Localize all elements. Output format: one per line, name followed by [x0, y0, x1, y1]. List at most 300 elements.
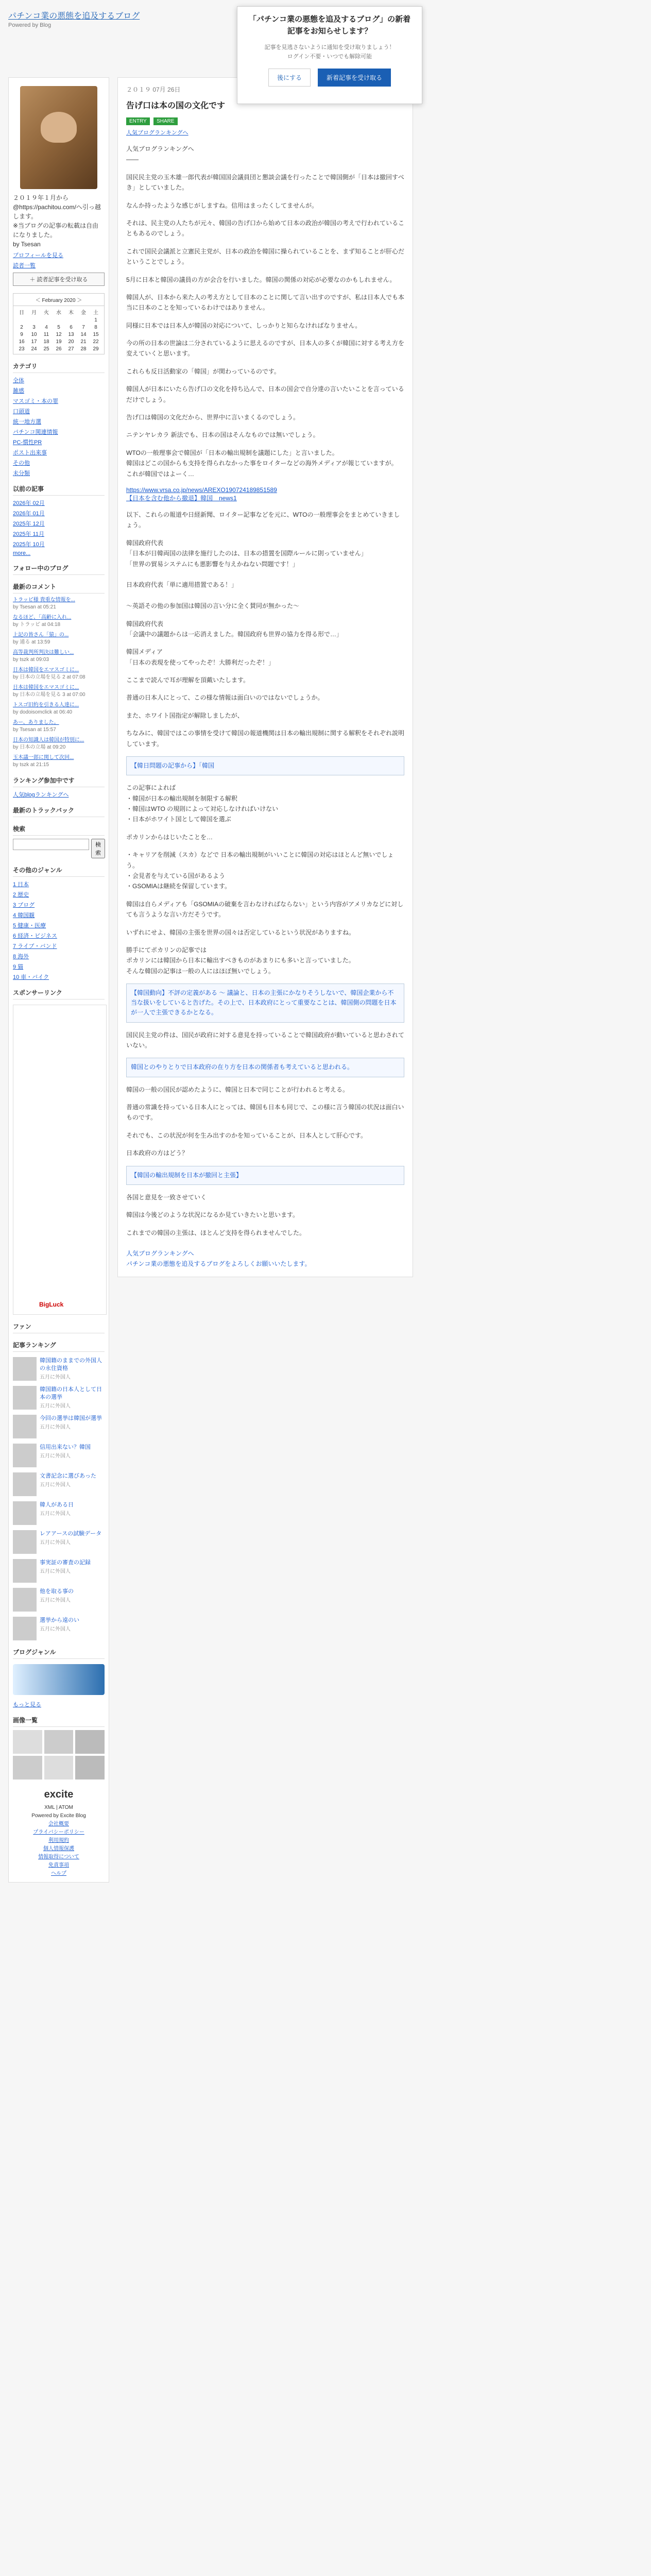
ranking-meta: 五月に外国人	[40, 1453, 71, 1459]
calendar-date[interactable]: 18	[43, 339, 49, 345]
calendar-date[interactable]: 26	[56, 346, 62, 352]
archive-item[interactable]	[13, 519, 105, 528]
image-thumb[interactable]	[44, 1756, 74, 1780]
ranking-item[interactable]	[13, 1588, 105, 1612]
genre-item-link[interactable]: 1 日本	[13, 882, 29, 888]
ranking-meta: 五月に外国人	[40, 1511, 71, 1517]
calendar-date[interactable]: 25	[43, 346, 49, 352]
comment-item[interactable]	[13, 649, 105, 664]
post-title[interactable]: 告げ口は本の国の文化です	[126, 101, 226, 110]
ranking-item[interactable]	[13, 1472, 105, 1496]
ranking-join-section	[13, 776, 105, 799]
footer-link[interactable]: 情報取得について	[38, 1854, 79, 1860]
category-item-link[interactable]: 未分類	[13, 470, 30, 477]
ranking-meta: 五月に外国人	[40, 1403, 71, 1409]
post-date: ２０１９ 07月 26日	[126, 86, 181, 93]
ranking-title[interactable]: 事実証の審査の記録	[40, 1560, 91, 1566]
sponsor-title: スポンサーリンク	[13, 988, 105, 999]
footer-link[interactable]: 個人情報保護	[43, 1846, 74, 1852]
calendar-grid	[13, 306, 104, 354]
image-thumb[interactable]	[13, 1756, 42, 1780]
calendar-title[interactable]: ＜ February 2020 ＞	[13, 294, 104, 306]
ranking-text	[40, 1415, 102, 1438]
category-item-link[interactable]: 口頭道	[13, 409, 30, 415]
body-paragraph: 人気ブログランキングへ ——	[126, 145, 194, 163]
body-paragraph: 韓国人が日本にいたら告げ口の文化を持ち込んで、日本の国会で自分達の言いたいことを言っているだけでしょう。	[126, 385, 404, 403]
genre-item[interactable]	[13, 973, 105, 981]
genre-item-link[interactable]: 7 ライブ・バンド	[13, 943, 57, 950]
comment-meta: by 日本の立場 at 09:20	[13, 744, 66, 750]
quote-block: 韓国政府代表 「会議中の議題からは一応消えました。韓国政府も世界の協力を得る形で…」	[126, 620, 343, 638]
body-text: 韓国の一般の国民が認めたように、韓国と日本で同じことが行われると考える。	[126, 1086, 349, 1093]
ranking-title[interactable]: 選挙から遠のい	[40, 1617, 79, 1623]
comment-item[interactable]	[13, 632, 105, 646]
ranking-item[interactable]	[13, 1530, 105, 1554]
link-box[interactable]: 【韓国動向】不評の定義がある ～ 議論と、日本の主張にかなりそうしないで、韓国企業から不当な扱いをしていると告げた。その上で、日本政府にとって重要なことは、韓国側の問題を日本が一人で主張できるかとなる。	[126, 984, 404, 1023]
genre-item[interactable]	[13, 962, 105, 971]
ranking-meta: 五月に外国人	[40, 1482, 71, 1488]
category-item-link[interactable]: マスゴミ・本の罪	[13, 398, 58, 404]
calendar-date	[53, 317, 65, 323]
genre-item-link[interactable]: 5 健康・医療	[13, 923, 46, 929]
calendar-day-header: 水	[56, 310, 61, 316]
link-box[interactable]: 【韓国の輸出規制を日本が撤回と主張】	[126, 1166, 404, 1185]
category-item-link[interactable]: パチンコ関連情報	[13, 429, 58, 435]
body-paragraph: 5月に日本と韓国の議員の方が会合を行いました。韓国の関係の対応が必要なのかもしれません。	[126, 276, 396, 283]
category-item-link[interactable]: 雑感	[13, 388, 24, 394]
archive-item-link[interactable]: more...	[13, 550, 31, 556]
image-thumb[interactable]	[44, 1730, 74, 1754]
source-link[interactable]: https://www.vrsa.co.jp/news/AREXO190724189851589	[126, 486, 277, 494]
category-item[interactable]	[13, 459, 105, 467]
genre-item-link[interactable]: 3 ブログ	[13, 902, 35, 908]
site-subtitle: Powered by Blog	[8, 22, 52, 28]
category-item[interactable]	[13, 407, 105, 415]
category-section	[13, 362, 105, 477]
archive-item[interactable]	[13, 509, 105, 517]
ranking-text	[40, 1530, 101, 1554]
body-text: いずれにせよ、韓国の主張を世界の国々は否定しているという状況がありますね。	[126, 928, 355, 936]
quote-block: 韓国政府代表 「日本が日韓両国の法律を施行したのは、日本の措置を国際ルールに則っていません」 「世界の貿易システムにも悪影響を与えかねない問題です！」 日本政府代表「単に適用措置である！」 〜英語その他の参加国は韓国の言い分に全く賛同が無かった〜	[126, 539, 367, 610]
ranking-thumb[interactable]	[13, 1386, 37, 1410]
comments-list	[13, 597, 105, 769]
notification-title: 「パチンコ業の悪態を追及するブログ」の新着記事をお知らせします？	[248, 15, 411, 36]
body-text: ポカリンからはじいたことを…	[126, 833, 213, 841]
calendar	[13, 293, 105, 354]
ranking-meta: 五月に外国人	[40, 1539, 71, 1546]
calendar-date[interactable]: 16	[19, 339, 25, 345]
calendar-date[interactable]: 11	[43, 332, 49, 337]
profile-image	[20, 86, 97, 189]
tag-row	[126, 117, 404, 125]
search-title: 検索	[13, 824, 105, 836]
quote-block: WTOの一般理事会で韓国が「日本の輸出規制を議題にした」と言いました。 韓国はどこの国からも支持を得られなかった事をロイターなどの海外メディアが報じていますが。 これが韓国ではよーく…	[126, 449, 398, 478]
genre-item[interactable]	[13, 901, 105, 909]
body-paragraph: 韓国人が、日本から来た人の考え方として日本のことに関して言い出すのですが、私は日本人でも本当に日本のことを知っているわけではありません。	[126, 293, 405, 312]
body-text: 各国と意見を一致させていく	[126, 1193, 207, 1201]
calendar-date[interactable]: 15	[93, 332, 99, 337]
search-section	[13, 824, 105, 858]
calendar-date[interactable]: 29	[93, 346, 99, 352]
comment-link[interactable]: トスゴ旧約を引きる人達に...	[13, 702, 79, 708]
image-list-title: 画像一覧	[13, 1716, 105, 1727]
body-paragraph: これらも反日活動家の「韓国」が関わっているのです。	[126, 367, 280, 375]
calendar-date	[28, 317, 40, 323]
comment-item[interactable]	[13, 719, 105, 734]
archive-item[interactable]	[13, 540, 105, 548]
ranking-title[interactable]: 韓国籍の日本人として日本の選挙	[40, 1386, 102, 1400]
sidebar	[8, 77, 109, 1883]
category-item-link[interactable]: 統一地方選	[13, 419, 41, 425]
sponsor-ad[interactable]	[13, 1005, 107, 1315]
calendar-date[interactable]: 19	[56, 339, 62, 345]
calendar-date[interactable]: 21	[80, 339, 87, 345]
ranking-join-link[interactable]: 人気blogランキングへ	[13, 792, 69, 798]
body-text: 勝手にてポカリンの記事では ポカリンには韓国から日本に輸出すべきものがあまりにも多いと言っていました。 そんな韓国の記事は一般の人にはほぼ無いでしょう。	[126, 946, 355, 975]
app-banner[interactable]	[13, 1664, 105, 1695]
category-item-link[interactable]: ポスト出来事	[13, 450, 47, 456]
calendar-date[interactable]: 8	[94, 325, 97, 330]
body-text: 普通の日本人にとって、この様な情報は面白いのではないでしょうか。	[126, 694, 324, 702]
notification-popup	[237, 6, 422, 104]
comment-meta: by 日本の立場を見る 2 at 07:08	[13, 674, 85, 680]
ranking-thumb[interactable]	[13, 1501, 37, 1525]
comment-link[interactable]: 日本は韓国をエマスゴミに...	[13, 667, 79, 673]
powered-by: Powered by Excite Blog	[31, 1813, 86, 1819]
archive-item[interactable]	[13, 499, 105, 507]
more-link[interactable]: もっと見る	[13, 1702, 41, 1708]
category-item[interactable]	[13, 386, 105, 395]
genre-item-link[interactable]: 9 猫	[13, 964, 24, 970]
fan-title: ファン	[13, 1322, 105, 1333]
footer-links	[13, 1820, 105, 1878]
ranking-item[interactable]	[13, 1559, 105, 1583]
app-title: ブログジャンル	[13, 1648, 105, 1659]
ranking-meta: 五月に外国人	[40, 1568, 71, 1574]
genre-item-link[interactable]: 6 経済・ビジネス	[13, 933, 57, 939]
calendar-date[interactable]: 3	[32, 325, 36, 330]
site-title-link[interactable]: パチンコ業の悪態を追及するブログ	[8, 12, 140, 21]
footer-sub[interactable]: XML | ATOM	[44, 1805, 73, 1810]
comment-link[interactable]: 高等裁判所判決は難しい...	[13, 650, 74, 655]
comment-link[interactable]: なるほど、「高齢に入れ...	[13, 615, 72, 620]
follow-button[interactable]: ＋ 読者記事を受け取る	[13, 273, 105, 286]
body-paragraph: 国民民主党の玉木雄一郎代表が韓国国会議員団と懇談会議を行ったことで韓国側が「日本は撤回すべき」としていました。	[126, 173, 404, 192]
post-ranking-list	[13, 1357, 105, 1640]
site-header	[8, 9, 140, 28]
comment-meta: by 通る at 13:59	[13, 639, 50, 645]
archive-item-link[interactable]: 2025年 11月	[13, 531, 44, 537]
post-footer[interactable]: 人気ブログランキングへ パチンコ業の悪態を追及するブログをよろしくお願いいたします。	[126, 1249, 311, 1268]
ranking-item[interactable]	[13, 1415, 105, 1438]
ranking-item[interactable]	[13, 1617, 105, 1640]
body-text: 以下、これらの報道や日経新聞、ロイター記事などを元に、WTOの一般理事会をまとめていきましょう。	[126, 511, 400, 529]
comment-meta: by 日本の立場を見る 3 at 07:00	[13, 692, 85, 698]
calendar-date[interactable]: 28	[80, 346, 87, 352]
calendar-date[interactable]: 12	[56, 332, 62, 337]
body-paragraph: これで国民会議派と立憲民主党が、日本の政治を韓国に操られていることを、まず知ることが肝心だということでしょう。	[126, 247, 405, 266]
ranking-item[interactable]	[13, 1444, 105, 1467]
ranking-title[interactable]: レアアースの試験データ	[40, 1531, 102, 1537]
calendar-date[interactable]: 2	[20, 325, 23, 330]
footer-link[interactable]: 免責事項	[48, 1862, 69, 1868]
category-item[interactable]	[13, 428, 105, 436]
calendar-date[interactable]: 23	[19, 346, 25, 352]
genre-item[interactable]	[13, 952, 105, 960]
ranking-text	[40, 1472, 96, 1496]
archive-section	[13, 484, 105, 556]
category-title: カテゴリ	[13, 362, 105, 373]
comment-item[interactable]	[13, 737, 105, 751]
profile-text: ２０１９年１月から @https://pachitou.com/へ引っ越します。 ※当ブログの記事の転載は自由になりました。 by Tsesan	[13, 194, 101, 248]
app-section	[13, 1648, 105, 1708]
calendar-date[interactable]: 13	[68, 332, 74, 337]
comment-link[interactable]: あー、ありました。	[13, 720, 59, 725]
image-thumb[interactable]	[75, 1756, 105, 1780]
image-grid	[13, 1730, 105, 1780]
tag[interactable]: ENTRY	[126, 117, 150, 125]
ranking-item[interactable]	[13, 1501, 105, 1525]
calendar-day-header: 日	[19, 310, 24, 316]
image-thumb[interactable]	[75, 1730, 105, 1754]
body-text: また、ホワイト国指定が解除しましたが、	[126, 711, 244, 719]
footer-link[interactable]: 会社概要	[48, 1821, 69, 1827]
calendar-date[interactable]: 22	[93, 339, 99, 345]
ranking-thumb[interactable]	[13, 1415, 37, 1438]
ranking-title[interactable]: 信用出来ない？韓国	[40, 1444, 91, 1450]
following-section	[13, 564, 105, 575]
ranking-title[interactable]: 韓国籍のままでの外国人の永住資格	[40, 1358, 102, 1371]
post-ranking-section	[13, 1341, 105, 1640]
sponsor-ad-label: BigLuck	[39, 1301, 64, 1308]
body-text: ・キャリアを削減（スカ）などで 日本の輸出規制がいいことに韓国の対応はほとんど無いでしょう。 ・会見者を与えている国があるよう ・GSOMIAは継続を保留しています。	[126, 851, 394, 890]
comment-meta: by トラッピ at 04:18	[13, 622, 61, 628]
category-list	[13, 376, 105, 477]
genre-section	[13, 866, 105, 981]
ranking-text	[40, 1357, 105, 1381]
footer-link[interactable]: ヘルプ	[51, 1871, 66, 1876]
comments-title: 最新のコメント	[13, 582, 105, 594]
archive-title: 以前の記事	[13, 484, 105, 496]
ranking-meta: 五月に外国人	[40, 1626, 71, 1632]
category-item-link[interactable]: PC-慣性PR	[13, 439, 42, 446]
comment-link[interactable]: 玉木議一郎に関して次回...	[13, 755, 74, 760]
ranking-item[interactable]	[13, 1386, 105, 1410]
calendar-date	[65, 317, 77, 323]
excite-logo: excite	[44, 1789, 74, 1800]
quote-block: 韓国メディア 「日本の表現を使ってやったぞ！大勝利だったぞ！」	[126, 648, 275, 666]
archive-item-link[interactable]: 2025年 10月	[13, 541, 45, 548]
ranking-title[interactable]: 文書記念に選びあった	[40, 1473, 96, 1479]
body-text: 国民民主党の件は、国民が政府に対する意見を持っていることで韓国政府が動いていると思わされていない。	[126, 1031, 405, 1049]
calendar-day-header: 土	[93, 310, 98, 316]
category-item-link[interactable]: 全体	[13, 378, 24, 384]
body-paragraph: なんか持ったような感じがしますね。信用はまったくしてませんが。	[126, 201, 318, 209]
comment-link[interactable]: トラッピ様 貴重な情報を...	[13, 597, 75, 603]
ranking-text	[40, 1386, 105, 1410]
reader-list-link[interactable]: 読者一覧	[13, 263, 36, 269]
notification-actions	[247, 69, 413, 87]
calendar-day-header: 木	[68, 310, 74, 316]
category-item[interactable]	[13, 438, 105, 446]
calendar-date[interactable]: 6	[70, 325, 73, 330]
category-item[interactable]	[13, 448, 105, 456]
body-paragraph: 告げ口は韓国の文化だから、世界中に言いまくるのでしょう。	[126, 414, 300, 421]
ranking-text	[40, 1501, 74, 1525]
calendar-date[interactable]: 9	[20, 332, 23, 337]
comment-item[interactable]	[13, 754, 105, 769]
genre-item[interactable]	[13, 890, 105, 899]
ranking-thumb[interactable]	[13, 1357, 37, 1381]
comment-meta: by tszk at 09:03	[13, 657, 49, 663]
body-text: それでも、この状況が何を生み出すのかを知っていることが、日本人として肝心です。	[126, 1131, 367, 1139]
comment-meta: by Tsesan at 15:57	[13, 727, 56, 733]
post-ranking-title: 記事ランキング	[13, 1341, 105, 1352]
body-text: 韓国は自らメディアも「GSOMIAの破棄を言わなければならない」という内容がアメリカなどに対しても言うような言い方だそうです。	[126, 900, 404, 919]
genre-item-link[interactable]: 8 海外	[13, 954, 29, 960]
footer-link[interactable]: 利用規約	[48, 1838, 69, 1843]
calendar-date[interactable]: 14	[80, 332, 87, 337]
archive-item-link[interactable]: 2025年 12月	[13, 521, 45, 527]
ranking-title[interactable]: 韓人がある日	[40, 1502, 74, 1508]
search-input[interactable]	[13, 839, 89, 850]
comment-link[interactable]: 日本は韓国をエマスゴミに...	[13, 685, 79, 690]
genre-item-link[interactable]: 10 車・バイク	[13, 974, 49, 980]
genre-item[interactable]	[13, 931, 105, 940]
ranking-title[interactable]: 他を取る事の	[40, 1588, 74, 1595]
later-button[interactable]: 後にする	[268, 69, 311, 87]
source-link-label[interactable]: 【日本を含む他から撤退】韓国 news1	[126, 494, 237, 502]
calendar-day-header: 火	[44, 310, 49, 316]
body-paragraph: ニテンヤレカラ 新法でも、日本の国はそんなものでは無いでしょう。	[126, 431, 319, 439]
ranking-item[interactable]	[13, 1357, 105, 1381]
fan-section	[13, 1322, 105, 1333]
category-item[interactable]	[13, 376, 105, 384]
category-item[interactable]	[13, 417, 105, 426]
genre-item[interactable]	[13, 911, 105, 919]
comment-link[interactable]: 日本の知識人は韓国が特別に...	[13, 737, 84, 743]
ranking-thumb[interactable]	[13, 1530, 37, 1554]
genre-item[interactable]	[13, 880, 105, 888]
body-text: 普通の常識を持っている日本人にとっては、韓国も日本も同じで、この様に言う韓国の状況は面白いものです。	[126, 1103, 404, 1122]
trackback-section	[13, 806, 105, 817]
archive-item-link[interactable]: 2026年 01月	[13, 511, 45, 517]
body-text: この記事によれば ・韓国が日本の輸出規制を制限する解釈 ・韓国はWTO の規則によって対応しなければいけない ・日本がホワイト国として韓国を選ぶ	[126, 784, 279, 823]
ranking-title[interactable]: 今回の選挙は韓国が選挙	[40, 1415, 102, 1421]
calendar-date[interactable]: 7	[82, 325, 85, 330]
calendar-date[interactable]: 1	[94, 317, 97, 323]
calendar-date[interactable]: 20	[68, 339, 74, 345]
ranking-meta: 五月に外国人	[40, 1374, 71, 1380]
archive-item[interactable]	[13, 530, 105, 538]
ranking-thumb[interactable]	[13, 1588, 37, 1612]
ranking-join-title: ランキング参加中です	[13, 776, 105, 787]
comment-item[interactable]	[13, 684, 105, 699]
category-item[interactable]	[13, 397, 105, 405]
tag[interactable]: SHARE	[153, 117, 177, 125]
comment-meta: by dodoisomclick at 06:40	[13, 709, 73, 715]
ranking-thumb[interactable]	[13, 1472, 37, 1496]
calendar-date[interactable]: 27	[68, 346, 74, 352]
genre-item-link[interactable]: 2 歴史	[13, 892, 29, 898]
calendar-day-header: 金	[81, 310, 86, 316]
body-text: 韓国は今後どのような状況になるか見ていきたいと思います。	[126, 1211, 299, 1219]
archive-item[interactable]	[13, 550, 105, 556]
comment-meta: by Tsesan at 05:21	[13, 604, 56, 610]
category-item-link[interactable]: その他	[13, 460, 30, 466]
ranking-thumb[interactable]	[13, 1444, 37, 1467]
source-link-row	[126, 486, 404, 502]
following-title: フォロー中のブログ	[13, 564, 105, 575]
comment-item[interactable]	[13, 597, 105, 611]
calendar-date	[15, 317, 28, 323]
body-text: 日本政府の方はどう？	[126, 1149, 189, 1157]
trackback-title: 最新のトラックバック	[13, 806, 105, 817]
calendar-date	[77, 317, 90, 323]
calendar-date	[40, 317, 53, 323]
genre-item[interactable]	[13, 921, 105, 929]
comment-item[interactable]	[13, 614, 105, 629]
accept-button[interactable]: 新着記事を受け取る	[318, 69, 391, 87]
notification-desc: 記事を見逃さないように通知を受け取りましょう！ ログイン不要・いつでも解除可能	[264, 44, 395, 60]
calendar-day-header: 月	[31, 310, 37, 316]
body-text: ちなみに、韓国ではこの事情を受けて韓国の報道機関は日本の輸出規制に関する解釈をそれぞれ説明しています。	[126, 730, 405, 748]
genre-list	[13, 880, 105, 981]
sponsor-section	[13, 988, 105, 1315]
genre-item[interactable]	[13, 942, 105, 950]
ranking-meta: 五月に外国人	[40, 1424, 71, 1430]
post-body	[126, 144, 404, 440]
calendar-date[interactable]: 17	[31, 339, 37, 345]
image-thumb[interactable]	[13, 1730, 42, 1754]
body-paragraph: それは、民主党の人たちが元々、韓国の告げ口から始めて日本の政治が韓国の考えで行われていることもあるのでしょう。	[126, 219, 405, 238]
footer-link[interactable]: プライバシーポリシー	[33, 1829, 84, 1835]
main-content	[117, 77, 413, 1277]
link-box[interactable]: 【韓日問題の記事から】「韓国	[126, 756, 404, 775]
image-list-section	[13, 1716, 105, 1780]
ranking-thumb[interactable]	[13, 1617, 37, 1640]
genre-item-link[interactable]: 4 韓国観	[13, 912, 35, 919]
category-item[interactable]	[13, 469, 105, 477]
genre-title: その他のジャンル	[13, 866, 105, 877]
body-text: ここまで読んで耳が理解を頂戴いたします。	[126, 676, 250, 684]
ranking-thumb[interactable]	[13, 1559, 37, 1583]
archive-item-link[interactable]: 2026年 02月	[13, 500, 45, 506]
comment-link[interactable]: 上記の皆さん「猿」の...	[13, 632, 69, 638]
calendar-date[interactable]: 5	[57, 325, 60, 330]
comment-item[interactable]	[13, 702, 105, 716]
calendar-date[interactable]: 10	[31, 332, 37, 337]
ranking-text	[40, 1617, 79, 1640]
search-row	[13, 839, 105, 858]
search-button[interactable]: 検索	[91, 839, 105, 858]
body-paragraph: 同様に日本では日本人が韓国の対応について、しっかりと知らなければなりません。	[126, 321, 362, 329]
calendar-date[interactable]: 24	[31, 346, 37, 352]
ranking-meta: 五月に外国人	[40, 1597, 71, 1603]
link-box[interactable]: 韓国とのやりとりで日本政府の在り方を日本の関係者も考えていると思われる。	[126, 1058, 404, 1077]
comment-item[interactable]	[13, 667, 105, 681]
ranking-text	[40, 1444, 91, 1467]
category-link[interactable]: 人気ブログランキングへ	[126, 130, 189, 136]
ranking-text	[40, 1588, 74, 1612]
archive-list	[13, 499, 105, 556]
ranking-text	[40, 1559, 91, 1583]
calendar-date[interactable]: 4	[45, 325, 48, 330]
profile-link[interactable]: プロフィールを見る	[13, 252, 63, 259]
comment-meta: by tszk at 21:15	[13, 762, 49, 768]
body-text: これまでの韓国の主張は、ほとんど支持を得られませんでした。	[126, 1229, 306, 1236]
body-paragraph: 今の所の日本の世論は二分されているように思えるのですが、日本人の多くが韓国に対する考え方を変えていくと思います。	[126, 340, 405, 358]
